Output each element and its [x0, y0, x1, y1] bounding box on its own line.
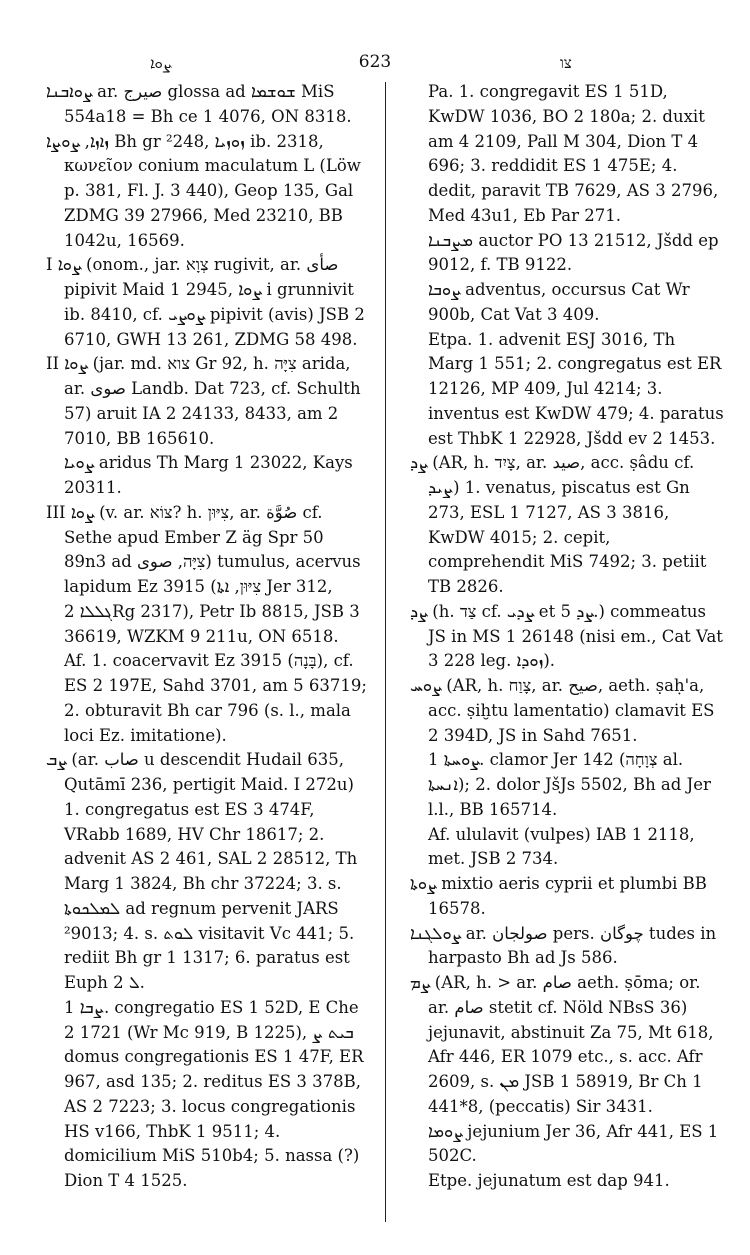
entry-right-5: ܨܕ (AR, h. צָיִד, ar. صيد, acc. ṣâdu cf. ܨܝܕ) 1. venatus, piscatus est Gn 273, ESL 1 7127, AS 3 3816, KwDW 4015; 2. cepit, comprehendit MiS 7492; 3. petiit TB 2826.	[410, 453, 707, 596]
page-header	[0, 48, 750, 78]
entry-right-1: Pa. 1. congregavit ES 1 51D, KwDW 1036, BO 2 180a; 2. duxit am 4 2109, Pall M 304, Dion T 4 696; 3. reddidit ES 1 475E; 4. dedit, paravit TB 7629, AS 3 2796, Med 43u1, Eb Par 271.	[428, 82, 719, 225]
entry-right-6: ܨܕ (h. צַד cf. ܨܕܝ et ܨܕ 5.) commeatus JS in MS 1 26148 (nisi em., Cat Vat 3 228 leg. ܙܘܕܐ).	[410, 601, 723, 671]
page-number: 623	[358, 52, 392, 72]
running-head-left: ܨܘܐ	[150, 54, 171, 72]
column-divider	[385, 82, 386, 1222]
entry-left-2: ܙܐܙܐ, ܨܘܨܐ Bh gr ²248, ܙܘܙܝܐ ib. 2318, κωνεῖον conium maculatum L (Löw p. 381, Fl. J. 3 440), Geop 135, Gal ZDMG 39 27966, Med 23210, BB 1042u, 16569.	[46, 131, 361, 250]
right-column	[410, 80, 725, 1194]
entry-left-7: Af. 1. coacervavit Ez 3915 (בָּנָה), cf. ES 2 197E, Sahd 3701, am 5 63719; 2. obturavit Bh car 796 (s. l., mala loci Ez. imitatione).	[64, 651, 367, 745]
entry-right-14: Etpe. jejunatum est dap 941.	[428, 1171, 670, 1190]
entry-left-3: I ܨܘܐ (onom., jar. צְוָא rugivit, ar. صأى pipivit Maid 1 2945, ܨܘܐ i grunnivit ib. 8410, cf. ܨܘܨܝ pipivit (avis) JSB 2 6710, GWH 13 261, ZDMG 58 498.	[46, 255, 365, 349]
entry-right-9: Af. ululavit (vulpes) IAB 1 2118, met. JSB 2 734.	[428, 824, 695, 869]
entry-right-4: Etpa. 1. advenit ESJ 3016, Th Marg 1 551; 2. congregatus est ER 12126, MP 409, Jul 4214; 3. inventus est KwDW 479; 4. paratus est ThbK 1 22928, Jšdd ev 2 1453.	[428, 329, 724, 448]
running-head-right: צו	[560, 54, 572, 72]
entry-right-12: ܨܡ (AR, h. > ar. صام aeth. ṣōma; or. ar. صام stetit cf. Nöld NBsS 36) jejunavit, abstinuit Za 75, Mt 618, Afr 446, ER 1079 etc., s. acc. Afr 2609, s. ܡܢ JSB 1 58919, Br Ch 1 441*8, (peccatis) Sir 3431.	[410, 973, 714, 1116]
entry-right-8: ܨܘܚܬܐ 1. clamor Jer 142 (צְוָחָה al. ܐܢܚܬܐ); 2. dolor JšJs 5502, Bh ad Jer l.l., BB 165714.	[428, 750, 711, 819]
entry-right-2: ܡܨܒܢܐ auctor PO 13 21512, Jšdd ep 9012, f. TB 9122.	[428, 230, 719, 275]
entry-right-13: ܨܘܡܐ jejunium Jer 36, Afr 441, ES 1 502C.	[428, 1121, 719, 1166]
entry-left-5: ܨܘܝܐ aridus Th Marg 1 23022, Kays 20311.	[64, 453, 353, 497]
entry-left-8: ܨܒ (ar. صاب u descendit Hudail 635, Qutāmī 236, pertigit Maid. I 272u) 1. congregatus est ES 3 474F, VRabb 1689, HV Chr 18617; 2. advenit AS 2 461, SAL 2 28512, Th Marg 1 3824, Bh chr 37224; 3. s. ܠܡܠܟܘܬܐ ad regnum pervenit JARS ²9013; 4. s. ܠܘܬ visitavit Vc 441; 5. rediit Bh gr 1 1317; 6. paratus est Euph ܠ 2.	[46, 750, 358, 992]
entry-left-6: III ܨܘܐ (v. ar. צוֹא? h. צִיּוּן, ar. صُوَّة cf. Sethe apud Ember Z äg Spr 50 89n3 ad צִיָּה, صوى) tumulus, acervus lapidum Ez 3915 (צִיּוּן, ܐܬܐ Jer 312, ܓܠܠܐ 2Rg 2317), Petr Ib 8815, JSB 3 36619, WZKM 9 211u, ON 6518.	[46, 502, 361, 646]
entry-right-3: ܨܘܒܐ adventus, occursus Cat Wr 900b, Cat Vat 3 409.	[428, 280, 690, 324]
entry-right-7: ܨܘܚ (AR, h. צָוַח, ar. صيح, aeth. ṣaḥ'a, acc. ṣiḫtu lamentatio) clamavit ES 2 394D, JS in Sahd 7651.	[410, 676, 715, 745]
entry-right-10: ܨܘܬܐ mixtio aeris cyprii et plumbi BB 16578.	[410, 874, 707, 918]
entry-left-9: ܨܒܐ 1. congregatio ES 1 52D, E Che 2 1721 (Wr Mc 919, B 1225), ܒܝܬ ܨ domus congregationis ES 1 47F, ER 967, asd 135; 2. reditus ES 3 378B, AS 2 7223; 3. locus congregationis HS v166, ThbK 1 9511; 4. domicilium MiS 510b4; 5. nassa (?) Dion T 4 1525.	[64, 997, 364, 1190]
entry-left-1: ܨܘܐܒܢܐ ar. صيرج glossa ad ܫܘܫܡܐ MiS 554a18 = Bh ce 1 4076, ON 8318.	[46, 82, 352, 126]
left-column	[46, 80, 368, 1194]
entry-right-11: ܨܘܠܓܢܐ ar. صولجان pers. چوگان tudes in harpasto Bh ad Js 586.	[410, 923, 717, 968]
entry-left-4: II ܨܘܐ (jar. md. צוא Gr 92, h. צִיָּה arida, ar. صوى Landb. Dat 723, cf. Schulth 57) aruit IA 2 24133, 8433, am 2 7010, BB 165610.	[46, 354, 361, 448]
